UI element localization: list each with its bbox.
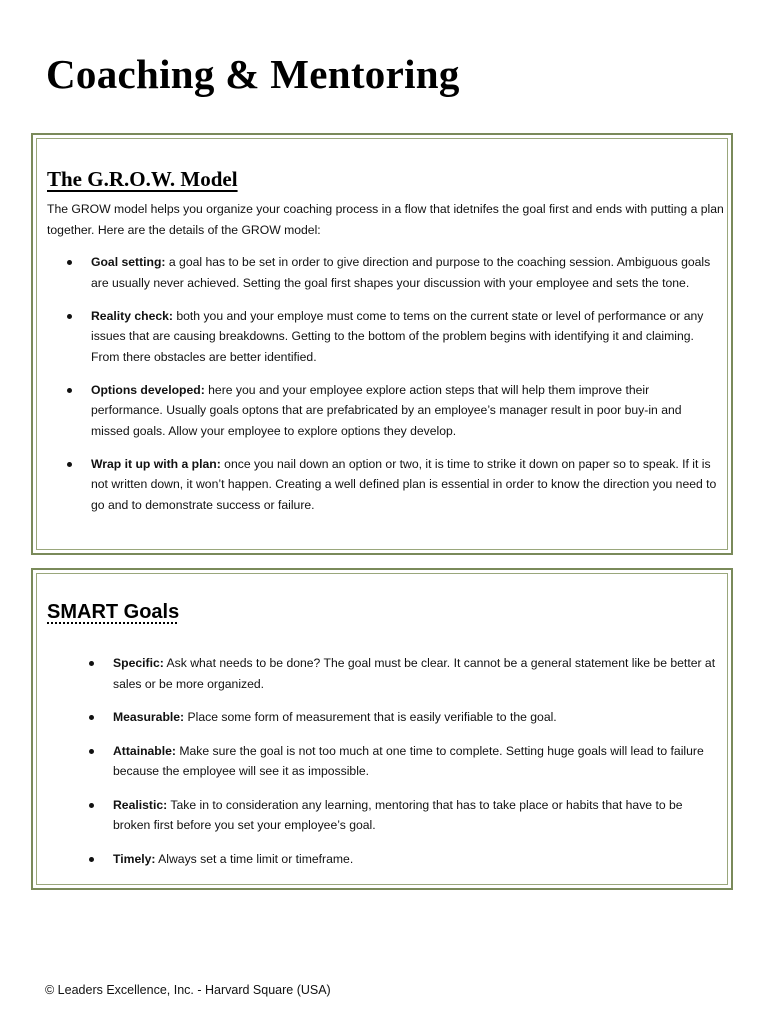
smart-heading: SMART Goals bbox=[47, 601, 180, 623]
bullet-icon bbox=[67, 462, 72, 467]
item-text: Ask what needs to be done? The goal must be clear. It cannot be a general statement like be better at sales or be more organized. bbox=[113, 656, 716, 691]
item-text: Place some form of measurement that is easily verifiable to the goal. bbox=[184, 710, 557, 724]
list-item bbox=[89, 653, 719, 694]
item-text: a goal has to be set in order to give direction and purpose to the coaching session. Ambiguous goals are usually never achieved. Setting the goal first shapes your discussion with your employee and sets the tone. bbox=[91, 255, 711, 290]
item-text: both you and your employe must come to tems on the current state or level of performance or any issues that are causing breakdowns. Getting to the bottom of the problem begins with identifying it and claiming. From there obstacles are better identified. bbox=[91, 308, 704, 364]
smart-list bbox=[89, 653, 719, 882]
bullet-icon bbox=[89, 857, 94, 862]
bullet-icon bbox=[89, 803, 94, 808]
smart-goals-box bbox=[31, 568, 733, 890]
item-term: Measurable: bbox=[113, 710, 185, 724]
bullet-icon bbox=[89, 715, 94, 720]
list-item bbox=[67, 306, 722, 368]
item-text: once you nail down an option or two, it is time to strike it down on paper so to speak. If it is not written down, it won’t happen. Creating a well defined plan is essential in order to know the direction you need to go and to demonstrate success or failure. bbox=[91, 456, 717, 512]
list-item bbox=[89, 849, 719, 870]
page-title: Coaching & Mentoring bbox=[46, 51, 460, 97]
grow-model-box bbox=[31, 133, 733, 555]
list-item bbox=[89, 795, 719, 836]
item-term: Attainable: bbox=[113, 743, 176, 758]
item-term: Timely: bbox=[113, 851, 156, 866]
item-term: Reality check: bbox=[91, 308, 173, 323]
item-term: Specific: bbox=[113, 656, 164, 670]
item-term: Realistic: bbox=[113, 797, 168, 812]
bullet-icon bbox=[67, 388, 72, 393]
list-item bbox=[89, 741, 719, 782]
grow-intro: The GROW model helps you organize your coaching process in a flow that idetnifes the goal first and ends with putting a plan together. Here are the details of the GROW model: bbox=[47, 202, 724, 237]
footer-copyright: © Leaders Excellence, Inc. - Harvard Square (USA) bbox=[45, 983, 331, 997]
list-item bbox=[67, 252, 722, 293]
item-text: Always set a time limit or timeframe. bbox=[155, 851, 354, 866]
list-item bbox=[67, 454, 722, 516]
item-term: Options developed: bbox=[91, 382, 205, 397]
grow-list bbox=[67, 252, 722, 528]
item-text: here you and your employee explore action steps that will help them improve their performance. Usually goals optons that are prefabricated by an employee’s manager result in poor buy-in and missed goals. Allow your employee to explore options they develop. bbox=[91, 382, 682, 438]
item-text: Make sure the goal is not too much at one time to complete. Setting huge goals will lead to failure because the employee will see it as impossible. bbox=[113, 743, 704, 778]
list-item bbox=[67, 380, 722, 442]
list-item bbox=[89, 707, 719, 728]
bullet-icon bbox=[89, 749, 94, 754]
grow-heading: The G.R.O.W. Model bbox=[47, 167, 238, 191]
item-term: Wrap it up with a plan: bbox=[91, 456, 221, 471]
bullet-icon bbox=[89, 661, 94, 666]
bullet-icon bbox=[67, 314, 72, 319]
bullet-icon bbox=[67, 260, 72, 265]
item-text: Take in to consideration any learning, mentoring that has to take place or habits that have to be broken first before you set your employee’s goal. bbox=[113, 797, 683, 832]
item-term: Goal setting: bbox=[91, 255, 166, 269]
